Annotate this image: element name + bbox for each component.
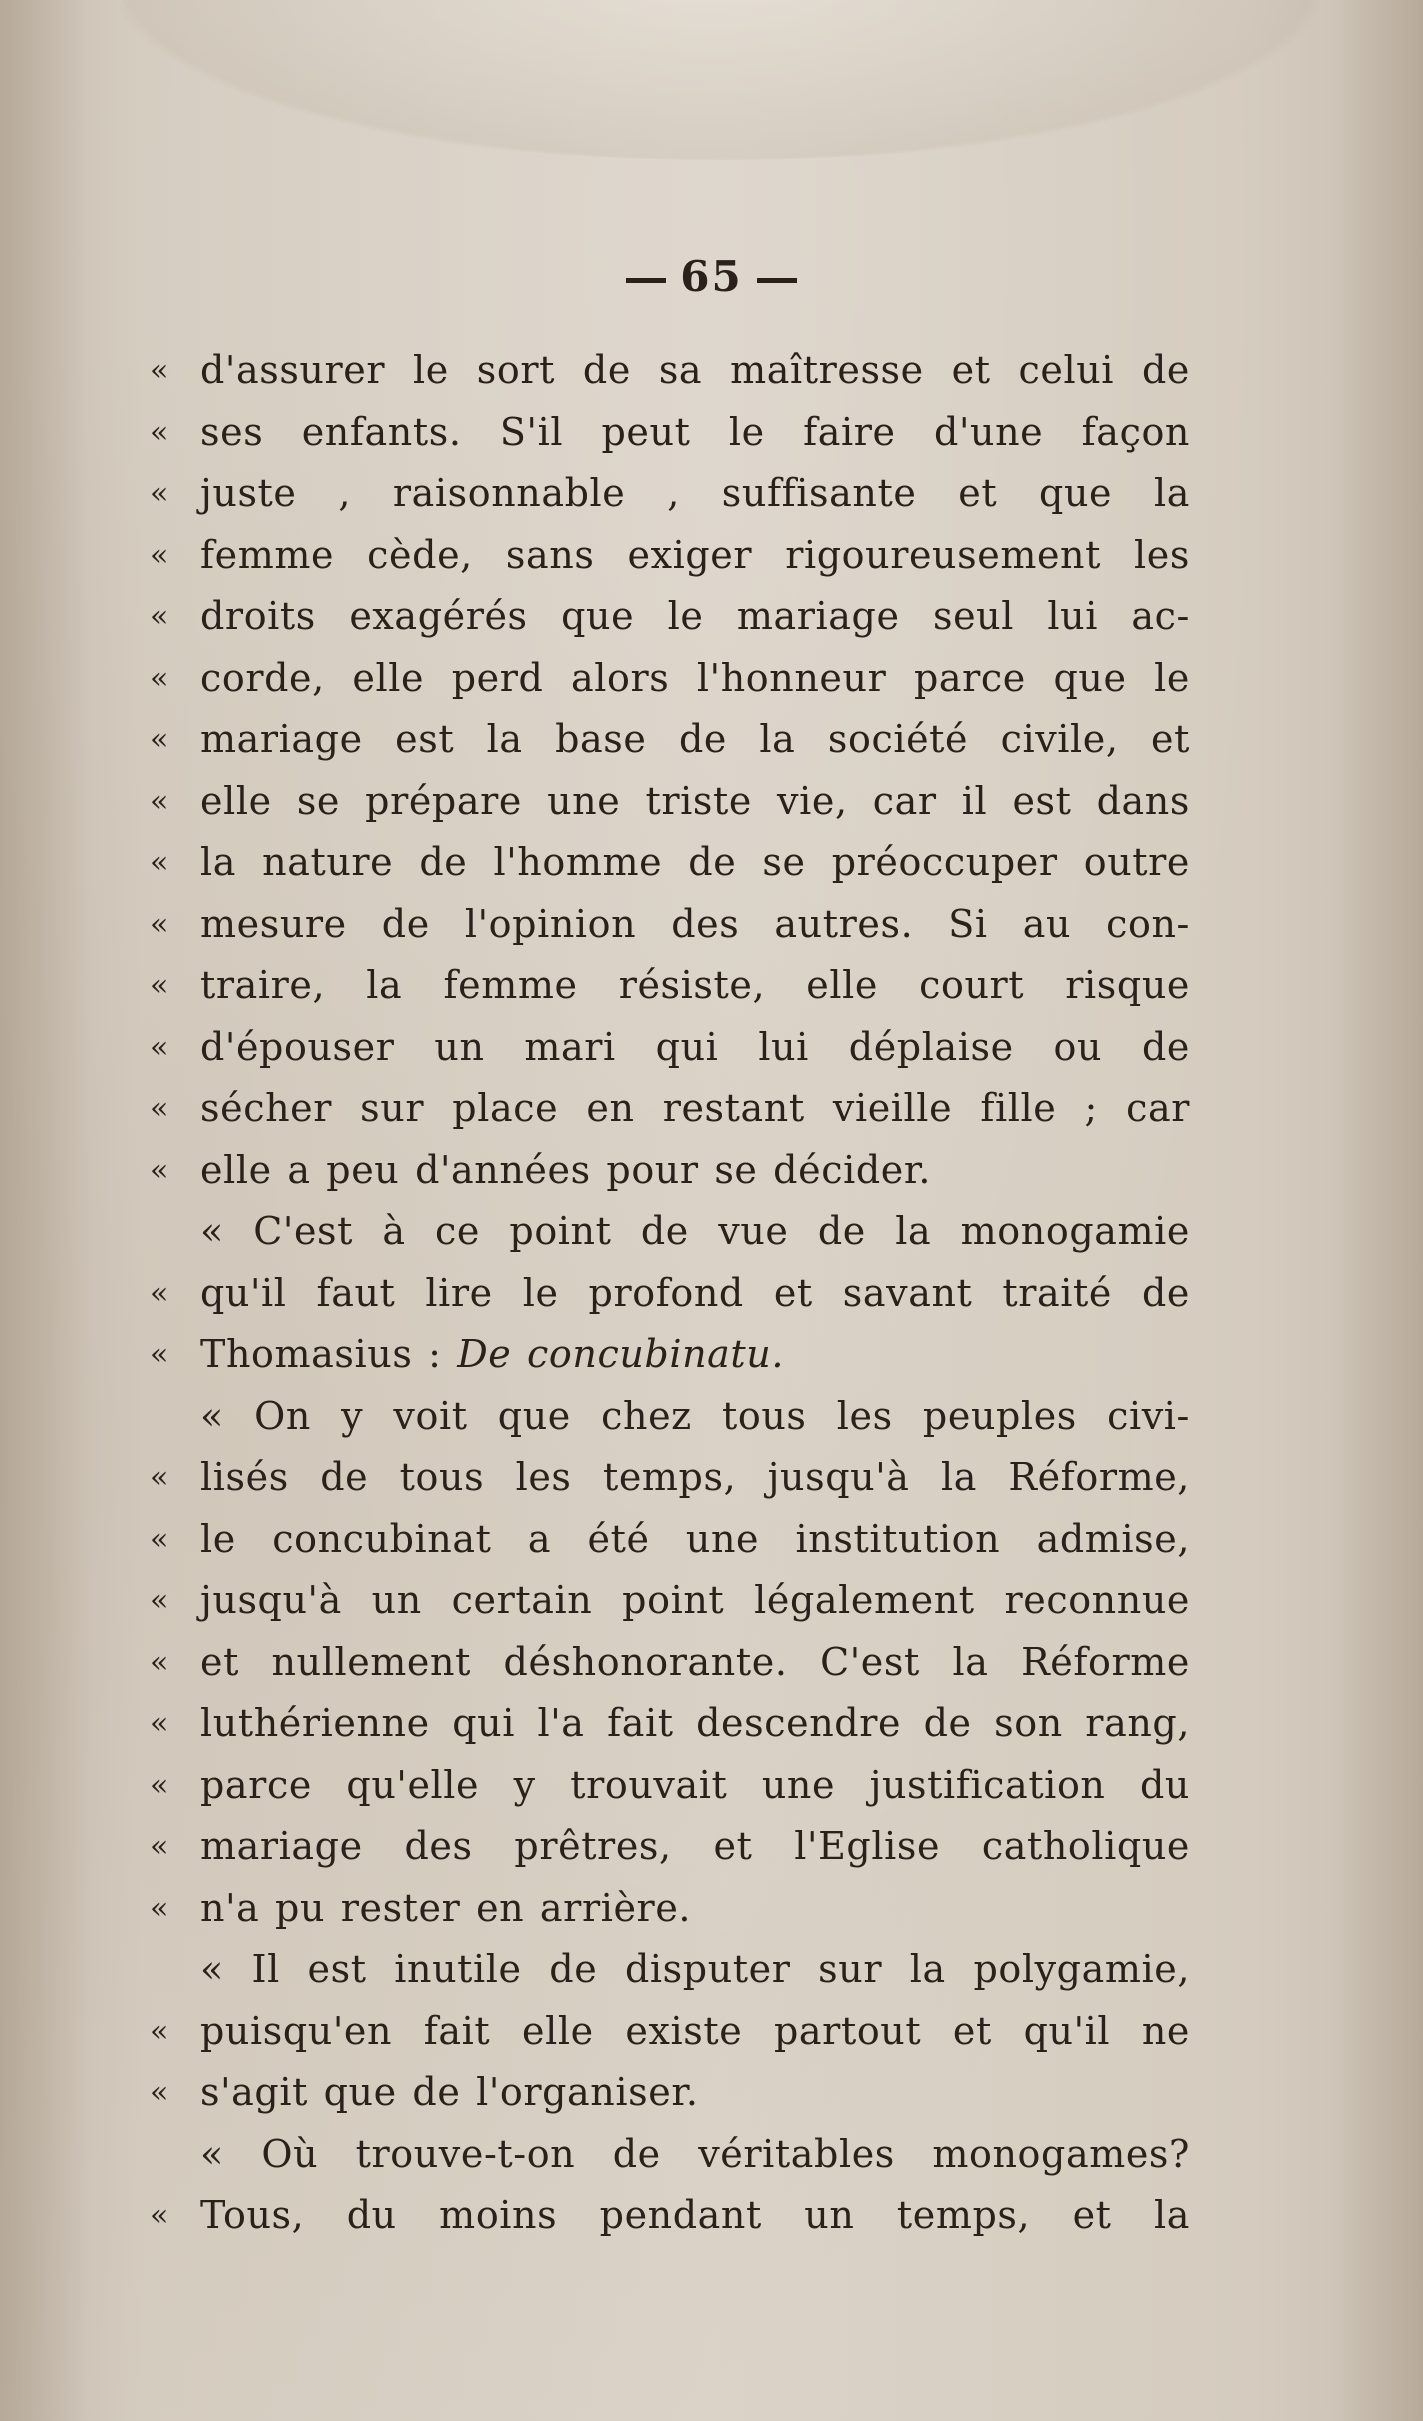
quote-mark: « [150, 414, 169, 450]
line-text [200, 402, 1190, 464]
text-line [150, 2001, 1190, 2063]
text-line [150, 955, 1190, 1017]
line-text [200, 1570, 1190, 1632]
line-text-roman: « C'est à ce point de vue de la monogamie [200, 1209, 1190, 1253]
quote-mark: « [150, 1767, 169, 1803]
line-text [200, 2185, 1190, 2247]
quote-mark: « [150, 722, 169, 757]
line-text-roman: Thomasius : [200, 1332, 442, 1376]
line-text-roman: n'a pu rester en arrière. [200, 1885, 692, 1930]
quote-mark: « [150, 1521, 169, 1557]
line-text-roman: corde, elle perd alors l'honneur parce que le [200, 655, 1190, 700]
line-text-roman: et nullement déshonorante. C'est la Réforme [200, 1639, 1190, 1684]
quote-mark: « [150, 968, 169, 1003]
text-line [150, 463, 1190, 525]
line-text [200, 586, 1190, 648]
line-text [200, 1878, 1190, 1940]
line-text [200, 771, 1190, 833]
line-text-roman: la nature de l'homme de se préoccuper outre [200, 840, 1190, 884]
quote-mark: « [150, 2198, 169, 2233]
line-text-italic: De concubinatu. [457, 1332, 785, 1376]
line-text [200, 832, 1190, 894]
right-edge-discoloration [1333, 0, 1423, 2421]
line-text-roman: femme cède, sans exiger rigoureusement les [200, 532, 1190, 577]
line-text-roman: mariage des prêtres, et l'Eglise catholique [200, 1824, 1190, 1868]
text-line [150, 832, 1190, 894]
line-text [200, 2062, 1190, 2124]
line-text-roman: elle a peu d'années pour se décider. [200, 1147, 932, 1192]
quote-mark: « [150, 476, 169, 511]
water-stain [120, 0, 1320, 160]
line-text-roman: qu'il faut lire le profond et savant traité de [200, 1270, 1190, 1315]
quote-mark: « [150, 537, 169, 573]
line-text [200, 1816, 1190, 1878]
text-line [150, 1939, 1190, 2001]
quote-mark: « [150, 1583, 169, 1618]
line-text [200, 525, 1190, 587]
text-line [150, 2185, 1190, 2247]
page-number: 65 [680, 252, 743, 301]
line-text [200, 648, 1190, 710]
quote-mark: « [150, 1460, 169, 1495]
quote-mark: « [150, 1029, 169, 1065]
text-line [150, 709, 1190, 771]
line-text [200, 1324, 1190, 1386]
line-text-roman: mesure de l'opinion des autres. Si au con- [200, 901, 1190, 946]
text-line [150, 648, 1190, 710]
line-text-roman: le concubinat a été une institution admise, [200, 1516, 1190, 1561]
text-line [150, 1078, 1190, 1140]
text-line [150, 2062, 1190, 2124]
text-line [150, 1632, 1190, 1694]
quote-mark: « [150, 660, 169, 696]
line-text [200, 1693, 1190, 1755]
line-text-roman: d'épouser un mari qui lui déplaise ou de [200, 1024, 1190, 1069]
line-text-roman: s'agit que de l'organiser. [200, 2070, 699, 2114]
line-text [200, 1755, 1190, 1817]
line-text [200, 1632, 1190, 1694]
line-text [200, 1447, 1190, 1509]
line-text-roman: lisés de tous les temps, jusqu'à la Réforme, [200, 1455, 1190, 1499]
quote-mark: « [150, 1644, 169, 1680]
dash-right [757, 278, 797, 283]
text-line [150, 894, 1190, 956]
text-line [150, 340, 1190, 402]
text-line [150, 1570, 1190, 1632]
quote-mark: « [150, 1829, 169, 1864]
quote-mark: « [150, 1706, 169, 1741]
line-text-roman: mariage est la base de la société civile, et [200, 717, 1190, 761]
text-line [150, 1878, 1190, 1940]
quote-mark: « [150, 2013, 169, 2049]
line-text [200, 709, 1190, 771]
text-line [150, 1755, 1190, 1817]
text-line [150, 1201, 1190, 1263]
line-text-roman: juste , raisonnable , suffisante et que la [200, 471, 1190, 515]
line-text-roman: jusqu'à un certain point légalement reconnue [200, 1578, 1190, 1622]
line-text [200, 463, 1190, 525]
text-line [150, 586, 1190, 648]
line-text [200, 894, 1190, 956]
line-text-roman: « Où trouve-t-on de véritables monogames? [200, 2131, 1190, 2176]
line-text [200, 1078, 1190, 1140]
text-line [150, 771, 1190, 833]
line-text-roman: traire, la femme résiste, elle court risque [200, 963, 1190, 1007]
line-text [200, 1140, 1190, 1202]
text-line [150, 1324, 1190, 1386]
line-text [200, 340, 1190, 402]
line-text-roman: droits exagérés que le mariage seul lui ac- [200, 594, 1190, 638]
text-line [150, 1140, 1190, 1202]
line-text-roman: Tous, du moins pendant un temps, et la [200, 2193, 1190, 2237]
quote-mark: « [150, 783, 169, 819]
line-text-roman: sécher sur place en restant vieille fille ; car [200, 1086, 1190, 1130]
line-text-roman: puisqu'en fait elle existe partout et qu'il ne [200, 2008, 1190, 2053]
text-line [150, 1017, 1190, 1079]
line-text [200, 2124, 1190, 2186]
line-text [200, 955, 1190, 1017]
quote-mark: « [150, 1890, 169, 1926]
text-line [150, 402, 1190, 464]
line-text [200, 1939, 1190, 2001]
text-line [150, 1263, 1190, 1325]
text-line [150, 2124, 1190, 2186]
page-number-header [0, 252, 1423, 301]
line-text-roman: ses enfants. S'il peut le faire d'une façon [200, 409, 1190, 454]
left-edge-discoloration [0, 0, 90, 2421]
text-line [150, 525, 1190, 587]
body-text [150, 340, 1190, 2247]
quote-mark: « [150, 353, 169, 388]
text-line [150, 1386, 1190, 1448]
quote-mark: « [150, 906, 169, 942]
quote-mark: « [150, 1152, 169, 1188]
line-text-roman: « On y voit que chez tous les peuples civi- [200, 1393, 1190, 1438]
line-text-roman: « Il est inutile de disputer sur la polygamie, [200, 1947, 1190, 1991]
quote-mark: « [150, 2075, 169, 2110]
line-text [200, 1509, 1190, 1571]
line-text-roman: d'assurer le sort de sa maîtresse et celui de [200, 348, 1190, 392]
dash-left [626, 278, 666, 283]
text-line [150, 1693, 1190, 1755]
line-text-roman: elle se prépare une triste vie, car il est dans [200, 778, 1190, 823]
text-line [150, 1816, 1190, 1878]
line-text [200, 1201, 1190, 1263]
line-text-roman: luthérienne qui l'a fait descendre de son rang, [200, 1701, 1190, 1745]
line-text [200, 2001, 1190, 2063]
line-text-roman: parce qu'elle y trouvait une justification du [200, 1762, 1190, 1807]
quote-mark: « [150, 1275, 169, 1311]
text-line [150, 1447, 1190, 1509]
quote-mark: « [150, 599, 169, 634]
quote-mark: « [150, 1091, 169, 1126]
line-text [200, 1017, 1190, 1079]
line-text [200, 1263, 1190, 1325]
text-line [150, 1509, 1190, 1571]
quote-mark: « [150, 845, 169, 880]
line-text [200, 1386, 1190, 1448]
quote-mark: « [150, 1337, 169, 1372]
